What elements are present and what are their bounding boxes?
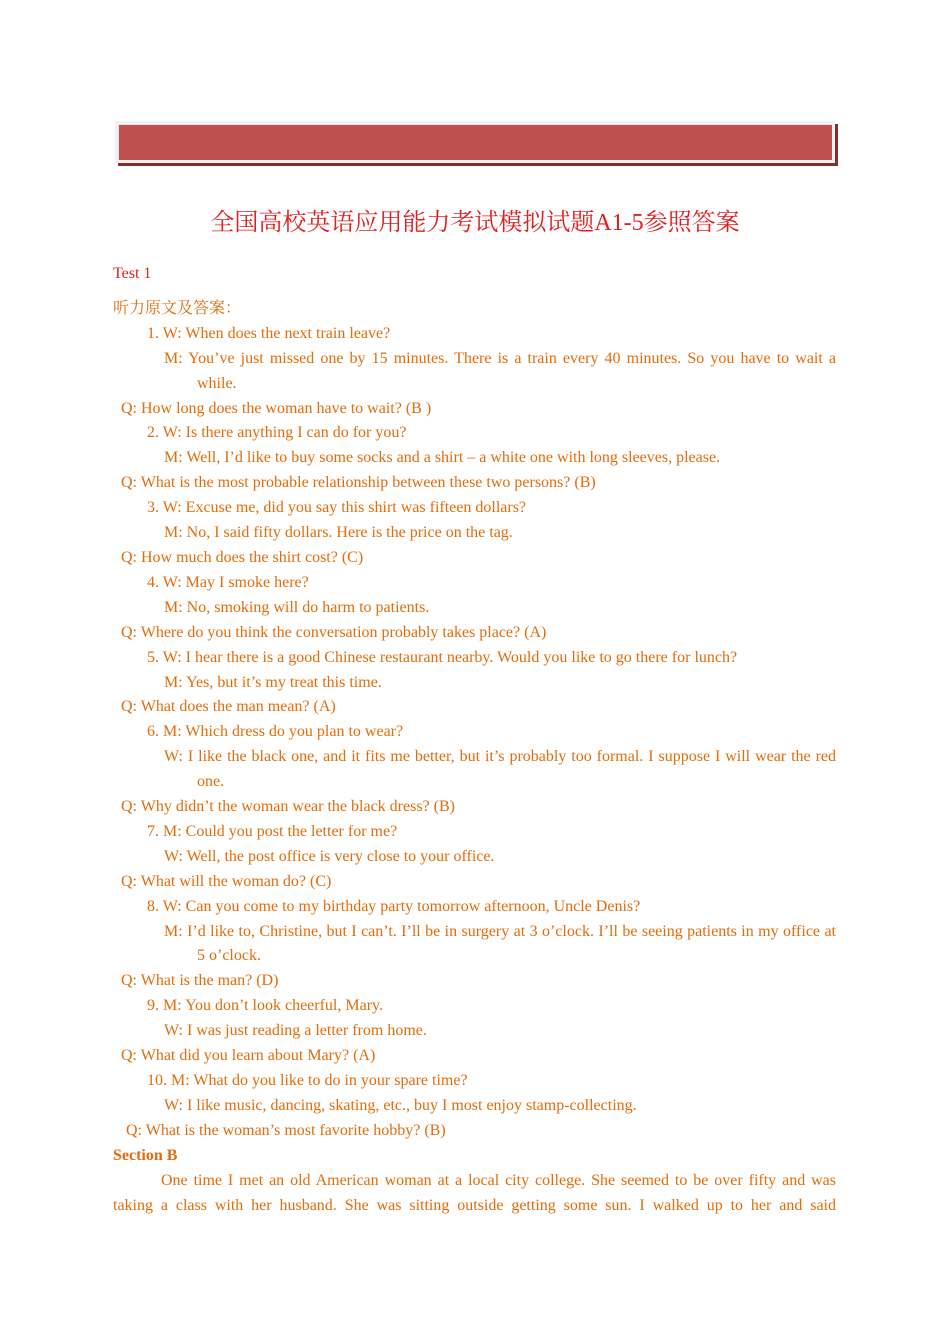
item-statement: 1. W: When does the next train leave? [147,324,391,342]
item-4 [113,571,836,646]
item-question: Q: What does the man mean? (A) [121,698,336,716]
item-question: Q: Why didn’t the woman wear the black dress? (B) [121,798,455,816]
item-response: M: Yes, but it’s my treat this time. [164,673,382,691]
page-title: 全国高校英语应用能力考试模拟试题A1-5参照答案 [210,210,740,236]
document-body [113,262,836,1218]
section-b-paragraph: One time I met an old American woman at a local city college. She seemed to be over fifty and was taking a class with her husband. She was sitting outside getting some sun. I walked up to her and said [113,1171,836,1214]
item-1 [113,322,836,422]
item-question: Q: Where do you think the conversation probably takes place? (A) [121,623,547,641]
item-response: W: Well, the post office is very close to your office. [164,847,495,865]
item-statement: 6. M: Which dress do you plan to wear? [147,723,404,741]
item-3 [113,496,836,571]
item-question: Q: How long does the woman have to wait? (B ) [121,399,432,417]
header-banner [115,121,835,163]
item-statement: 3. W: Excuse me, did you say this shirt was fifteen dollars? [147,499,527,517]
item-question: Q: What is the most probable relationship between these two persons? (B) [121,474,596,492]
item-statement: 10. M: What do you like to do in your spare time? [147,1072,468,1089]
item-10 [113,1069,836,1144]
item-statement: 9. M: You don’t look cheerful, Mary. [147,997,383,1015]
item-8 [113,895,836,995]
item-question: Q: How much does the shirt cost? (C) [121,548,364,566]
item-response: W: I was just reading a letter from home. [164,1022,427,1040]
item-statement: 8. W: Can you come to my birthday party tomorrow afternoon, Uncle Denis? [147,897,641,915]
test-label: Test 1 [113,265,152,282]
item-response: M: You’ve just missed one by 15 minutes. There is a train every 40 minutes. So you have to wait a while. [164,349,836,392]
item-2 [113,421,836,496]
item-statement: 5. W: I hear there is a good Chinese restaurant nearby. Would you like to go there for lunch? [147,648,738,666]
section-intro: 听力原文及答案： [113,299,242,317]
item-statement: 7. M: Could you post the letter for me? [147,822,398,840]
item-question: Q: What did you learn about Mary? (A) [121,1047,376,1065]
item-response: M: I’d like to, Christine, but I can’t. I’ll be in surgery at 3 o’clock. I’ll be seeing patients in my office at 5 o’clock. [164,922,836,965]
item-response: M: No, I said fifty dollars. Here is the price on the tag. [164,524,513,542]
section-b-heading: Section B [113,1146,178,1164]
item-statement: 4. W: May I smoke here? [147,573,309,591]
item-9 [113,994,836,1069]
item-response: W: I like music, dancing, skating, etc., buy I most enjoy stamp-collecting. [164,1096,637,1114]
item-response: W: I like the black one, and it fits me better, but it’s probably too formal. I suppose I will wear the red one. [164,748,836,791]
item-question: Q: What is the man? (D) [121,972,279,990]
item-question: Q: What is the woman’s most favorite hobby? (B) [126,1121,446,1139]
item-6 [113,720,836,820]
item-5 [113,646,836,721]
item-response: M: No, smoking will do harm to patients. [164,598,430,616]
item-response: M: Well, I’d like to buy some socks and a shirt – a white one with long sleeves, please. [164,449,721,467]
item-question: Q: What will the woman do? (C) [121,872,332,890]
item-7 [113,820,836,895]
item-statement: 2. W: Is there anything I can do for you? [147,424,407,442]
